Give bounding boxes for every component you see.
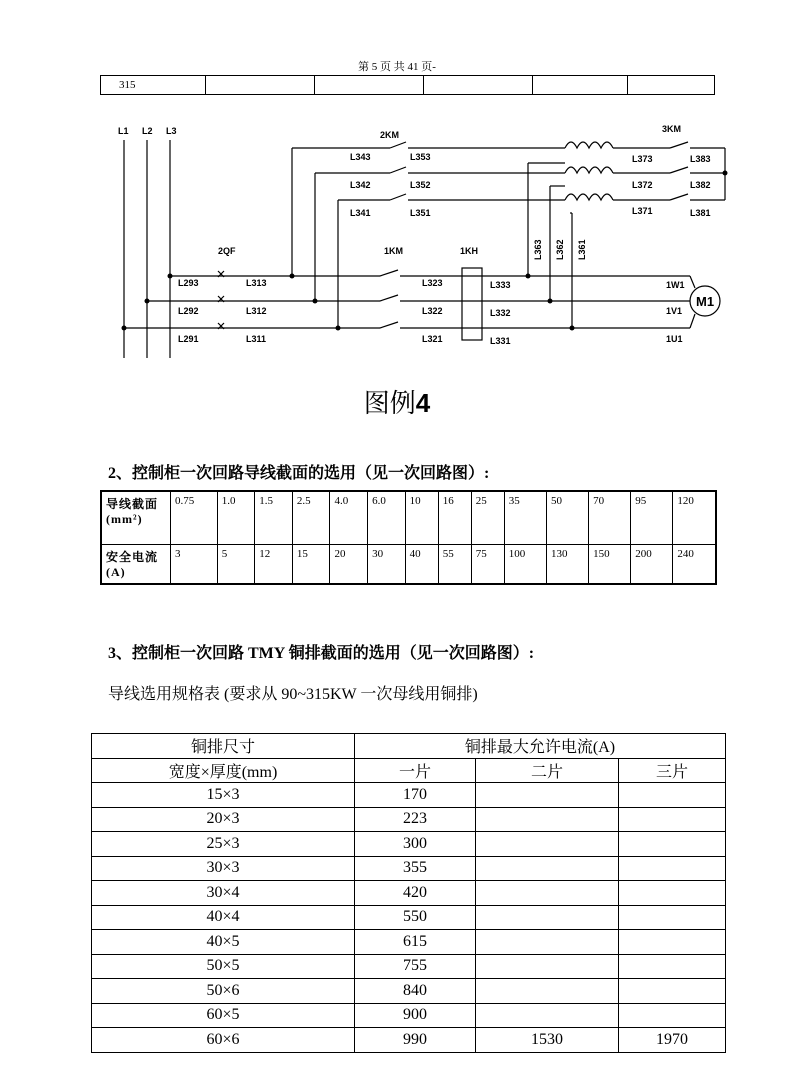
table-row xyxy=(92,807,726,832)
table-cell: 900 xyxy=(355,1003,476,1028)
table-cell: 30×3 xyxy=(92,856,355,881)
wire-label: L321 xyxy=(422,334,443,344)
wire-label: L371 xyxy=(632,206,653,216)
table-cell xyxy=(619,807,726,832)
table-cell: 990 xyxy=(355,1028,476,1053)
table-cell: 420 xyxy=(355,881,476,906)
table-cell: 30×4 xyxy=(92,881,355,906)
table-cell: 6.0 xyxy=(368,491,406,545)
terminal-label: 1U1 xyxy=(666,334,683,344)
table-cell xyxy=(619,783,726,808)
wire-label: L333 xyxy=(490,280,511,290)
phase-label: L3 xyxy=(166,126,177,136)
table-cell xyxy=(476,856,619,881)
column-header: 二片 xyxy=(476,758,619,783)
table-cell: 20 xyxy=(330,545,368,585)
table-cell: 20×3 xyxy=(92,807,355,832)
figure-caption xyxy=(0,383,794,420)
table-cell: 5 xyxy=(217,545,255,585)
wire-label: L383 xyxy=(690,154,711,164)
wire-label: L313 xyxy=(246,278,267,288)
table-cell: 95 xyxy=(631,491,673,545)
table-cell: 100 xyxy=(504,545,546,585)
page-header: 第 5 页 共 41 页- xyxy=(358,61,436,73)
table-cell xyxy=(619,979,726,1004)
table-cell: 2.5 xyxy=(292,491,330,545)
wire-label: L291 xyxy=(178,334,199,344)
wire-label: L312 xyxy=(246,306,267,316)
motor-label: M1 xyxy=(696,294,715,309)
table-cell: 15 xyxy=(292,545,330,585)
column-header: 三片 xyxy=(619,758,726,783)
wire-label: L361 xyxy=(577,239,587,260)
wire-label: L311 xyxy=(246,334,267,344)
component-label: 2KM xyxy=(380,130,400,140)
table-cell: 55 xyxy=(438,545,471,585)
table-cell: 615 xyxy=(355,930,476,955)
table-cell: 40 xyxy=(405,545,438,585)
table-cell: 10 xyxy=(405,491,438,545)
table-cell xyxy=(476,807,619,832)
table-cell: 25 xyxy=(471,491,504,545)
table-cell xyxy=(628,76,715,95)
table-cell xyxy=(315,76,424,95)
table-cell xyxy=(476,905,619,930)
table-cell xyxy=(476,881,619,906)
wire-label: L372 xyxy=(632,180,653,190)
phase-label: L2 xyxy=(142,126,153,136)
table-cell: 150 xyxy=(589,545,631,585)
table-cell xyxy=(476,832,619,857)
table-cell: 30 xyxy=(368,545,406,585)
table-cell xyxy=(619,881,726,906)
table-note: 导线选用规格表 (要求从 90~315KW 一次母线用铜排) xyxy=(108,686,478,703)
table-cell: 35 xyxy=(504,491,546,545)
table-cell xyxy=(619,954,726,979)
table-cell: 1.5 xyxy=(255,491,293,545)
table-cell: 25×3 xyxy=(92,832,355,857)
terminal-label: 1V1 xyxy=(666,306,683,316)
wire-label: L332 xyxy=(490,308,511,318)
table-cell: 16 xyxy=(438,491,471,545)
row-label: 安全电流(A) xyxy=(101,545,171,585)
wire-label: L342 xyxy=(350,180,371,190)
table-cell: 240 xyxy=(673,545,716,585)
table-cell: 200 xyxy=(631,545,673,585)
table-cell: 315 xyxy=(101,76,206,95)
column-header: 一片 xyxy=(355,758,476,783)
table-cell: 60×5 xyxy=(92,1003,355,1028)
continued-table-row xyxy=(100,75,715,95)
copper-bar-table xyxy=(91,733,726,1053)
wire-label: L381 xyxy=(690,208,711,218)
table-cell: 130 xyxy=(546,545,588,585)
phase-label: L1 xyxy=(118,126,129,136)
table-cell xyxy=(619,856,726,881)
table-cell: 75 xyxy=(471,545,504,585)
table-cell: 40×5 xyxy=(92,930,355,955)
table-row xyxy=(92,1028,726,1053)
table-cell: 50 xyxy=(546,491,588,545)
wire-label: L322 xyxy=(422,306,443,316)
table-row xyxy=(92,881,726,906)
table-cell: 0.75 xyxy=(171,491,218,545)
wire-label: L331 xyxy=(490,336,511,346)
table-cell: 3 xyxy=(171,545,218,585)
wire-label: L363 xyxy=(533,239,543,260)
wire-label: L341 xyxy=(350,208,371,218)
wire-label: L352 xyxy=(410,180,431,190)
table-row xyxy=(92,930,726,955)
table-cell: 355 xyxy=(355,856,476,881)
figure-caption-number: 4 xyxy=(415,388,431,418)
table-cell: 50×6 xyxy=(92,979,355,1004)
table-cell xyxy=(476,979,619,1004)
column-header: 宽度×厚度(mm) xyxy=(92,758,355,783)
component-label: 1KH xyxy=(460,246,479,256)
wire-label: L362 xyxy=(555,239,565,260)
table-row xyxy=(92,1003,726,1028)
wire-label: L373 xyxy=(632,154,653,164)
table-row xyxy=(92,783,726,808)
table-cell: 12 xyxy=(255,545,293,585)
table-cell xyxy=(476,783,619,808)
table-cell: 120 xyxy=(673,491,716,545)
table-cell: 50×5 xyxy=(92,954,355,979)
table-cell: 223 xyxy=(355,807,476,832)
table-row xyxy=(92,979,726,1004)
table-cell: 1530 xyxy=(476,1028,619,1053)
terminal-label: 1W1 xyxy=(666,280,685,290)
table-cell: 1.0 xyxy=(217,491,255,545)
table-cell xyxy=(476,1003,619,1028)
component-label: 2QF xyxy=(218,246,236,256)
table-cell: 755 xyxy=(355,954,476,979)
table-cell xyxy=(619,905,726,930)
table-cell: 40×4 xyxy=(92,905,355,930)
component-label: 3KM xyxy=(662,124,682,134)
wire-label: L343 xyxy=(350,152,371,162)
figure-caption-prefix: 图例 xyxy=(363,389,416,418)
column-header: 铜排尺寸 xyxy=(92,734,355,759)
table-row xyxy=(92,954,726,979)
table-cell xyxy=(619,1003,726,1028)
table-cell: 840 xyxy=(355,979,476,1004)
column-header: 铜排最大允许电流(A) xyxy=(355,734,726,759)
table-cell xyxy=(476,954,619,979)
section-3-heading: 3、控制柜一次回路 TMY 铜排截面的选用（见一次回路图）: xyxy=(108,645,535,662)
section-2-heading: 2、控制柜一次回路导线截面的选用（见一次回路图）: xyxy=(108,465,490,482)
table-cell xyxy=(206,76,315,95)
row-label: 导线截面 (mm²) xyxy=(101,491,171,545)
table-cell: 60×6 xyxy=(92,1028,355,1053)
wire-label: L351 xyxy=(410,208,431,218)
circuit-diagram xyxy=(100,118,740,363)
table-cell: 1970 xyxy=(619,1028,726,1053)
wire-label: L382 xyxy=(690,180,711,190)
wire-label: L323 xyxy=(422,278,443,288)
table-cell xyxy=(619,832,726,857)
table-cell: 4.0 xyxy=(330,491,368,545)
table-row xyxy=(92,905,726,930)
table-cell: 550 xyxy=(355,905,476,930)
table-cell: 15×3 xyxy=(92,783,355,808)
wire-label: L353 xyxy=(410,152,431,162)
wire-label: L292 xyxy=(178,306,199,316)
table-cell xyxy=(619,930,726,955)
table-row xyxy=(92,832,726,857)
wire-label: L293 xyxy=(178,278,199,288)
wire-section-table xyxy=(100,490,717,585)
table-row xyxy=(92,856,726,881)
component-label: 1KM xyxy=(384,246,404,256)
table-cell xyxy=(424,76,533,95)
table-cell xyxy=(533,76,628,95)
table-cell xyxy=(476,930,619,955)
table-cell: 170 xyxy=(355,783,476,808)
table-cell: 70 xyxy=(589,491,631,545)
table-cell: 300 xyxy=(355,832,476,857)
